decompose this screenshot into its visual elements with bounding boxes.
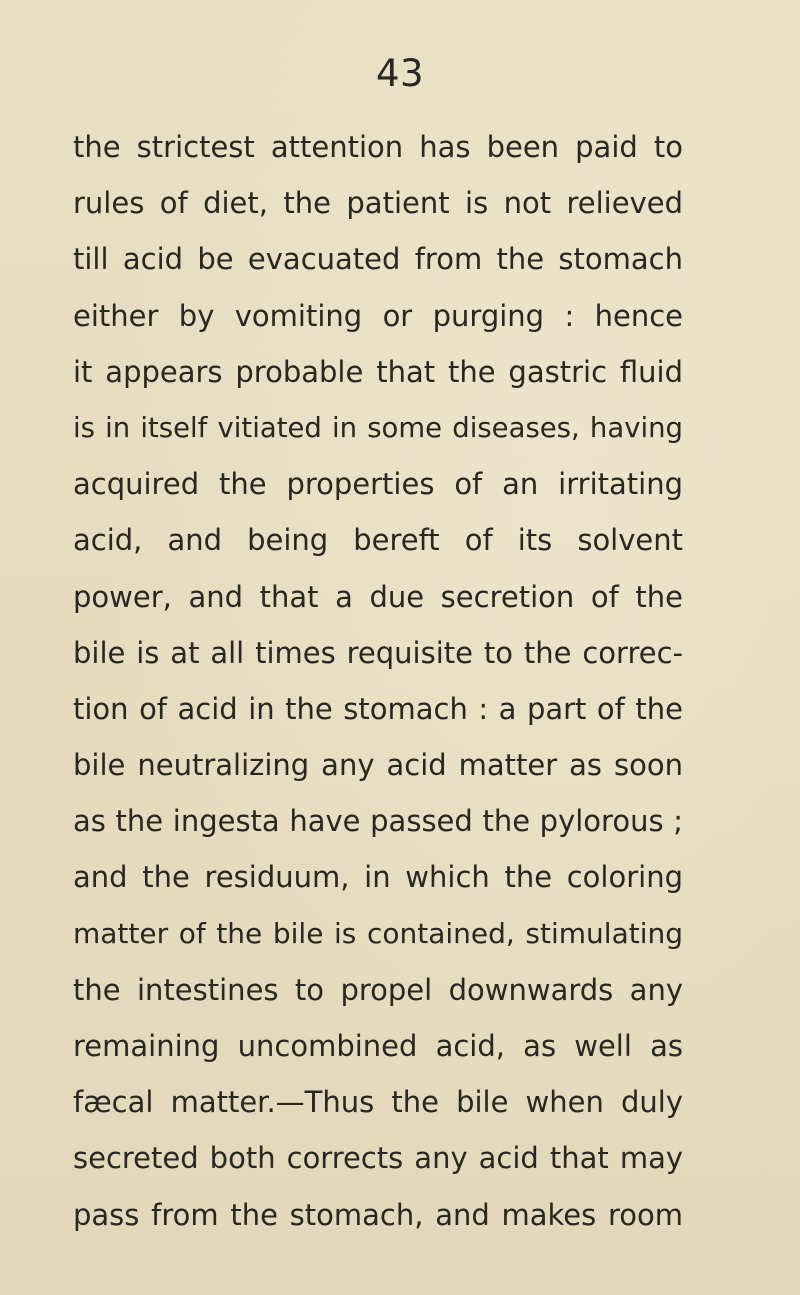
text-line: either by vomiting or purging : hence xyxy=(73,298,683,333)
text-line: rules of diet, the patient is not relieved xyxy=(73,186,683,221)
text-line: acquired the properties of an irritating xyxy=(73,467,683,502)
body-text xyxy=(73,119,683,1243)
text-line: matter of the bile is contained, stimulating xyxy=(73,916,683,950)
text-line: remaining uncombined acid, as well as xyxy=(73,1029,683,1063)
text-line: tion of acid in the stomach : a part of the xyxy=(73,691,683,726)
text-line: the strictest attention has been paid to xyxy=(73,130,683,164)
text-line: fæcal matter.—Thus the bile when duly xyxy=(73,1085,683,1120)
text-line: pass from the stomach, and makes room xyxy=(73,1197,683,1232)
text-line: secreted both corrects any acid that may xyxy=(73,1141,683,1176)
text-line: the intestines to propel downwards any xyxy=(73,972,683,1007)
text-line: bile neutralizing any acid matter as soon xyxy=(73,748,683,783)
text-line: and the residuum, in which the coloring xyxy=(73,860,683,895)
text-line: power, and that a due secretion of the xyxy=(73,579,683,614)
text-line: as the ingesta have passed the pylorous ; xyxy=(73,804,683,839)
text-line: it appears probable that the gastric fluid xyxy=(73,354,683,389)
text-line: till acid be evacuated from the stomach xyxy=(73,242,683,277)
text-line: bile is at all times requisite to the correc- xyxy=(73,635,683,670)
text-line: is in itself vitiated in some diseases, having xyxy=(73,411,683,444)
text-line: acid, and being bereft of its solvent xyxy=(73,523,683,558)
page-number: 43 xyxy=(375,52,425,95)
